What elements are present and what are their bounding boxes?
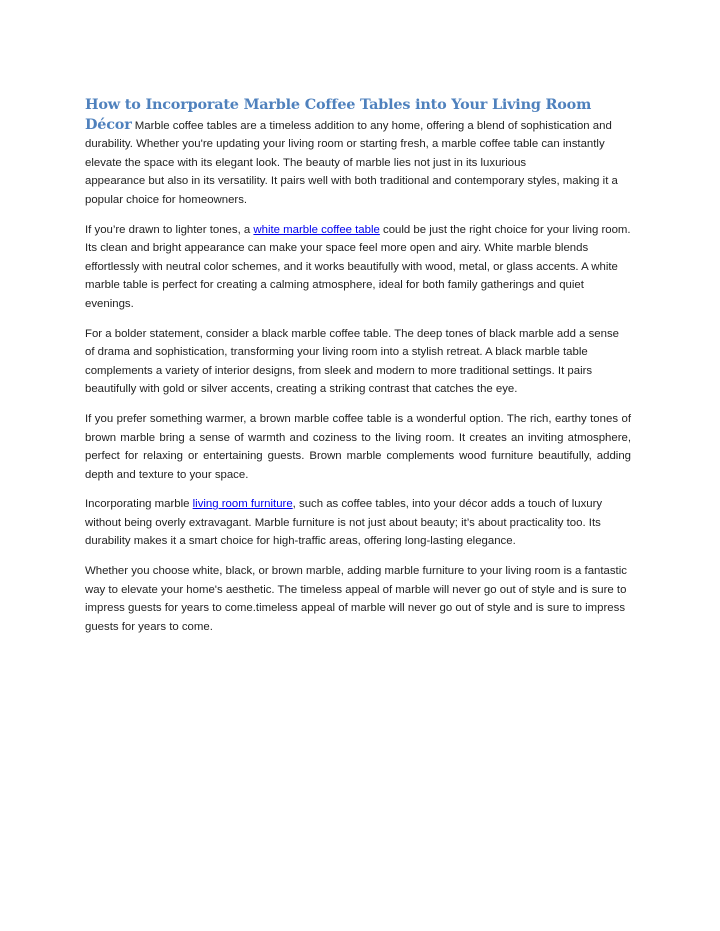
conclusion-paragraph: Whether you choose white, black, or brown marble, adding marble furniture to your living room is a fantastic way to elevate your home's aesthetic. The timeless appeal of marble will never go out of style and is sure to impress guests for years to come.timeless appeal of marble will never go out of style and is sure to impress guests for years to come. (85, 565, 627, 633)
furniture-text-after: , such as coffee tables, into your décor adds a touch of luxury without being overly extravagant. Marble furniture is not just about beauty; it’s about practicality too. Its durability makes it a smart choice for high-traffic areas, offering long-lasting elegance. (85, 498, 603, 548)
white-marble-paragraph (85, 221, 631, 314)
intro-body-text: coffee tables are a timeless addition to any home, offering a blend of sophistication and durability. Whether you're updating your living room or starting fresh, a marble coffee table can instantly elevate the space with its elegant look. The beauty of marble lies not just in its luxurious (85, 119, 612, 169)
intro-paragraph (85, 96, 631, 210)
white-marble-coffee-table-link[interactable]: white marble coffee table (253, 223, 380, 236)
white-marble-text-after: could be just the right choice for your living room. Its clean and bright appearance can make your space feel more open and airy. White marble blends effortlessly with neutral color schemes, and it works beautifully with wood, metal, or glass accents. A white marble table is perfect for creating a calming atmosphere, ideal for both family gatherings and quiet evenings. (85, 223, 631, 310)
intro-lead-word: Marble (134, 119, 170, 132)
white-marble-text-before: If you’re drawn to lighter tones, a (85, 223, 254, 236)
furniture-paragraph (85, 495, 631, 551)
brown-marble-paragraph: If you prefer something warmer, a brown marble coffee table is a wonderful option. The rich, earthy tones of brown marble bring a sense of warmth and coziness to the living room. It creates an inviting atmosphere, perfect for relaxing or entertaining guests. Brown marble complements wood furniture beautifully, adding depth and texture to your space. (85, 412, 631, 481)
intro-body-text-continued: appearance but also in its versatility. It pairs well with both traditional and contemporary styles, making it a popular choice for homeowners. (85, 175, 618, 206)
living-room-furniture-link[interactable]: living room furniture (192, 498, 293, 511)
black-marble-paragraph: For a bolder statement, consider a black marble coffee table. The deep tones of black marble add a sense of drama and sophistication, transforming your living room into a stylish retreat. A black marble table complements a variety of interior designs, from sleek and modern to more traditional settings. It pairs beautifully with gold or silver accents, creating a striking contrast that catches the eye. (85, 327, 619, 396)
document-title: How to Incorporate Marble Coffee Tables into Your Living Room Décor (85, 96, 592, 133)
furniture-text-before: Incorporating marble (85, 498, 193, 511)
document-page (85, 96, 631, 647)
